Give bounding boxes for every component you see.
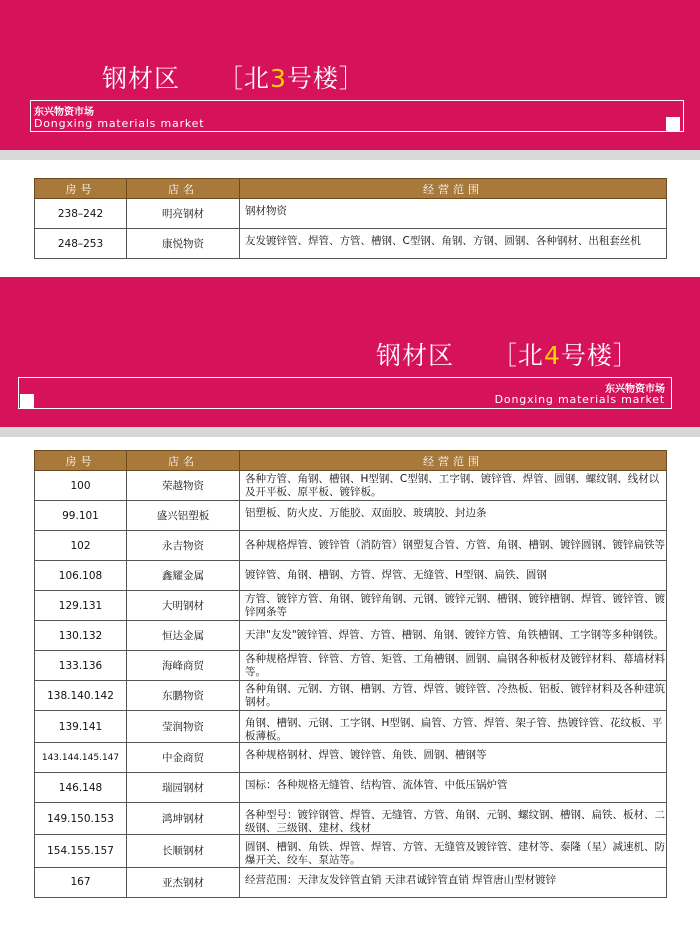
section-title (102, 59, 365, 95)
room-number: 138.140.142 (35, 681, 127, 711)
decor-square (20, 394, 34, 408)
room-number: 102 (35, 531, 127, 561)
header-room: 房号 (35, 179, 127, 199)
building-number: 4 (543, 341, 561, 370)
shop-name: 大明钢材 (127, 591, 240, 621)
shop-name: 恒达金属 (127, 621, 240, 651)
title-close: 号楼］ (560, 341, 639, 370)
shop-name: 长顺钢材 (127, 835, 240, 867)
title-main: 钢材区 (102, 64, 181, 93)
shop-name: 康悦物资 (127, 229, 240, 259)
shop-name: 中金商贸 (127, 743, 240, 773)
header-shop: 店名 (127, 179, 240, 199)
table-row (35, 835, 667, 867)
market-name-cn: 东兴物资市场 (605, 384, 665, 395)
business-scope: 角钢、槽钢、元钢、工字钢、H型钢、扁管、方管、焊管、架子管、热镀锌管、花纹板、平板薄板。 (240, 711, 667, 743)
table-row (35, 199, 667, 229)
shop-name: 鸿坤钢材 (127, 803, 240, 835)
table-row (35, 803, 667, 835)
business-scope: 各种规格焊管、锌管、方管、矩管、工角槽钢、圆钢、扁钢各种板材及镀锌材料、幕墙材料等。 (240, 651, 667, 681)
table-row (35, 867, 667, 897)
table-row (35, 561, 667, 591)
market-name-cn: 东兴物资市场 (34, 107, 94, 118)
table-header (35, 179, 667, 199)
shop-name: 海峰商贸 (127, 651, 240, 681)
room-number: 154.155.157 (35, 835, 127, 867)
table-row (35, 591, 667, 621)
room-number: 167 (35, 867, 127, 897)
room-number: 106.108 (35, 561, 127, 591)
header-business: 经营范围 (240, 451, 667, 471)
table-row (35, 711, 667, 743)
room-number: 143.144.145.147 (35, 743, 127, 773)
table-row (35, 501, 667, 531)
room-number: 99.101 (35, 501, 127, 531)
shop-name: 盛兴铝塑板 (127, 501, 240, 531)
table-row (35, 229, 667, 259)
room-number: 248–253 (35, 229, 127, 259)
table-row (35, 471, 667, 501)
table-row (35, 531, 667, 561)
room-number: 139.141 (35, 711, 127, 743)
market-name-en: Dongxing materials market (34, 117, 205, 130)
table-row (35, 621, 667, 651)
business-scope: 各种规格钢材、焊管、镀锌管、角铁、圆钢、槽钢等 (240, 743, 667, 773)
business-scope: 方管、镀锌方管、角钢、镀锌角钢、元钢、镀锌元钢、槽钢、镀锌槽钢、焊管、镀锌管、镀锌网条等 (240, 591, 667, 621)
shop-name: 鑫耀金属 (127, 561, 240, 591)
title-open: ［北 (217, 64, 270, 93)
shop-table-north-3 (34, 178, 667, 259)
shop-name: 亚杰钢材 (127, 867, 240, 897)
table-row (35, 743, 667, 773)
room-number: 149.150.153 (35, 803, 127, 835)
business-scope: 各种方管、角钢、槽钢、H型钢、C型钢、工字钢、镀锌管、焊管、圆钢、螺纹钢、线材以及开平板、原平板、镀锌板。 (240, 471, 667, 501)
business-scope: 友发镀锌管、焊管、方管、槽钢、C型钢、角钢、方钢、圆钢、各种钢材、出租套丝机 (240, 229, 667, 259)
shop-name: 瑞园钢材 (127, 773, 240, 803)
business-scope: 各种角钢、元钢、方钢、槽钢、方管、焊管、镀锌管、冷热板、铝板、镀锌材料及各种建筑钢材。 (240, 681, 667, 711)
shop-name: 明亮钢材 (127, 199, 240, 229)
shop-name: 荣越物资 (127, 471, 240, 501)
business-scope: 铝塑板、防火皮、万能胶、双面胶、玻璃胶、封边条 (240, 501, 667, 531)
business-scope: 各种规格焊管、镀锌管（消防管）钢塑复合管、方管、角钢、槽钢、镀锌圆钢、镀锌扁铁等 (240, 531, 667, 561)
table-row (35, 773, 667, 803)
table-row (35, 651, 667, 681)
title-main: 钢材区 (376, 341, 455, 370)
business-scope: 天津"友发"镀锌管、焊管、方管、槽钢、角钢、镀锌方管、角铁槽钢、工字钢等多种钢铁。 (240, 621, 667, 651)
market-name-en: Dongxing materials market (494, 393, 665, 406)
business-scope: 经营范围：天津友发锌管直销 天津君诚锌管直销 焊管唐山型材镀锌 (240, 867, 667, 897)
divider-strip (0, 150, 700, 160)
business-scope: 国标：各种规格无缝管、结构管、流体管、中低压锅炉管 (240, 773, 667, 803)
building-number: 3 (269, 64, 287, 93)
room-number: 238–242 (35, 199, 127, 229)
room-number: 129.131 (35, 591, 127, 621)
room-number: 133.136 (35, 651, 127, 681)
business-scope: 钢材物资 (240, 199, 667, 229)
header-shop: 店名 (127, 451, 240, 471)
header-room: 房号 (35, 451, 127, 471)
shop-name: 永吉物资 (127, 531, 240, 561)
divider-strip (0, 427, 700, 437)
room-number: 130.132 (35, 621, 127, 651)
shop-name: 东鹏物资 (127, 681, 240, 711)
shop-name: 莹润物资 (127, 711, 240, 743)
room-number: 146.148 (35, 773, 127, 803)
section-title (376, 336, 639, 372)
shop-table-north-4 (34, 450, 667, 898)
business-scope: 圆钢、槽钢、角铁、焊管、焊管、方管、无缝管及镀锌管、建材等、泰隆（星）减速机、防爆开关、绞车、泵站等。 (240, 835, 667, 867)
title-close: 号楼］ (286, 64, 365, 93)
decor-square (666, 117, 680, 131)
header-business: 经营范围 (240, 179, 667, 199)
table-header (35, 451, 667, 471)
title-open: ［北 (491, 341, 544, 370)
business-scope: 镀锌管、角钢、槽钢、方管、焊管、无缝管、H型钢、扁铁、圆钢 (240, 561, 667, 591)
business-scope: 各种型号：镀锌钢管、焊管、无缝管、方管、角钢、元钢、螺纹钢、槽钢、扁铁、板材、二级钢、三级钢、建材、线材 (240, 803, 667, 835)
room-number: 100 (35, 471, 127, 501)
table-row (35, 681, 667, 711)
